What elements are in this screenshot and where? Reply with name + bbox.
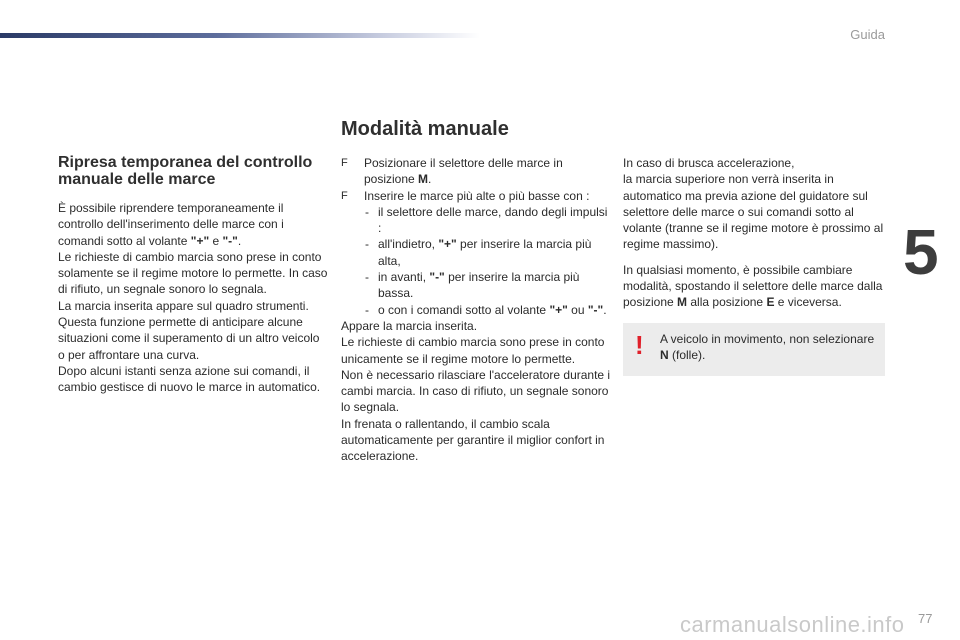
text: In qualsiasi momento, è possibile cambiare modalità, spostando il selettore delle marce dalla posizione [623,262,883,310]
paragraph: In frenata o rallentando, il cambio scala automaticamente per garantire il miglior confort in accelerazione. [341,416,605,464]
text: Posizionare il selettore delle marce in posizione [364,156,563,187]
section-heading [58,154,328,188]
paragraph: Le richieste di cambio marcia sono prese in conto unicamente se il regime motore lo permette. [341,335,605,366]
watermark: carmanualsonline.info [680,612,905,637]
paragraph: Dopo alcuni istanti senza azione sui comandi, il cambio gestisce di nuovo le marce in automatico. [58,363,321,395]
bullet-icon: F [341,157,348,169]
plus-label: "+" [438,237,457,252]
paragraph [623,262,888,311]
paragraph [623,155,888,253]
page-title: Modalità manuale [341,118,509,140]
text: o con i comandi sotto al volante [378,302,550,317]
text: in avanti, [378,270,430,285]
text: È possibile riprendere temporaneamente il controllo dell'inserimento delle marce con i comandi sotto al volante [58,201,284,248]
sub-item [341,302,611,318]
text: alla posizione [687,295,767,310]
warning-text [660,331,875,364]
warning-box [623,323,885,376]
text: ou [567,302,588,317]
paragraph: Non è necessario rilasciare l'acceleratore durante i cambi marcia. In caso di rifiuto, un segnale sonoro lo segnala. [341,367,611,415]
middle-column [341,155,611,465]
chapter-number: 5 [903,216,939,288]
dash-marker: - [365,204,369,219]
section-heading-line2: manuale delle marce [58,171,216,188]
position-label: M [677,295,688,310]
dash-marker: - [365,302,369,317]
sub-item [341,236,611,269]
position-label: M [418,172,429,187]
text: . [603,302,607,317]
text: all'indietro, [378,237,439,252]
right-column [623,155,888,311]
section-heading-line1: Ripresa temporanea del controllo [58,154,313,171]
paragraph: La marcia inserita appare sul quadro strumenti. [58,298,309,313]
paragraph: Le richieste di cambio marcia sono prese in conto solamente se il regime motore lo permette. In caso di rifiuto, un segnale sonoro lo segnala. [58,249,328,297]
text: . [428,172,432,187]
minus-label: "-" [222,233,238,248]
section-title: Guida [850,27,885,42]
text: . [237,233,242,248]
dash-marker: - [365,270,369,285]
text: la marcia superiore non verrà inserita in automatico ma previa azione del guidatore sul selettore delle marce o sui comandi sotto al volante (tranne se il regime motore è prossimo al regime massimo). [623,172,884,252]
gear-label: N [660,348,669,363]
bullet-item [341,155,611,188]
text: (folle). [668,348,706,363]
plus-label: "+" [549,302,568,317]
sub-item [341,204,611,237]
sub-item [341,269,611,302]
text: A veicolo in movimento, non selezionare [660,332,875,346]
text: per inserire la marcia più bassa. [378,270,580,301]
dash-marker: - [365,237,369,252]
minus-label: "-" [587,302,604,317]
text: e viceversa. [774,295,842,310]
warning-icon: ! [635,330,644,360]
text: Inserire le marce più alte o più basse con : [364,188,590,203]
paragraph: Appare la marcia inserita. [341,318,478,333]
bullet-icon: F [341,189,348,202]
minus-label: "-" [429,270,445,285]
text: e [209,233,223,248]
header-accent-bar [0,33,480,38]
paragraph: Questa funzione permette di anticipare alcune situazioni come il superamento di un altro veicolo o per affrontare una curva. [58,315,320,362]
text: In caso di brusca accelerazione, [623,156,795,170]
page-number: 77 [918,611,933,626]
left-column [58,154,328,396]
text: il selettore delle marce, dando degli impulsi : [378,204,608,236]
plus-label: "+" [190,233,210,248]
text: per inserire la marcia più alta, [378,237,592,268]
paragraph [58,200,328,249]
position-label: E [766,295,775,310]
bullet-item [341,188,611,204]
